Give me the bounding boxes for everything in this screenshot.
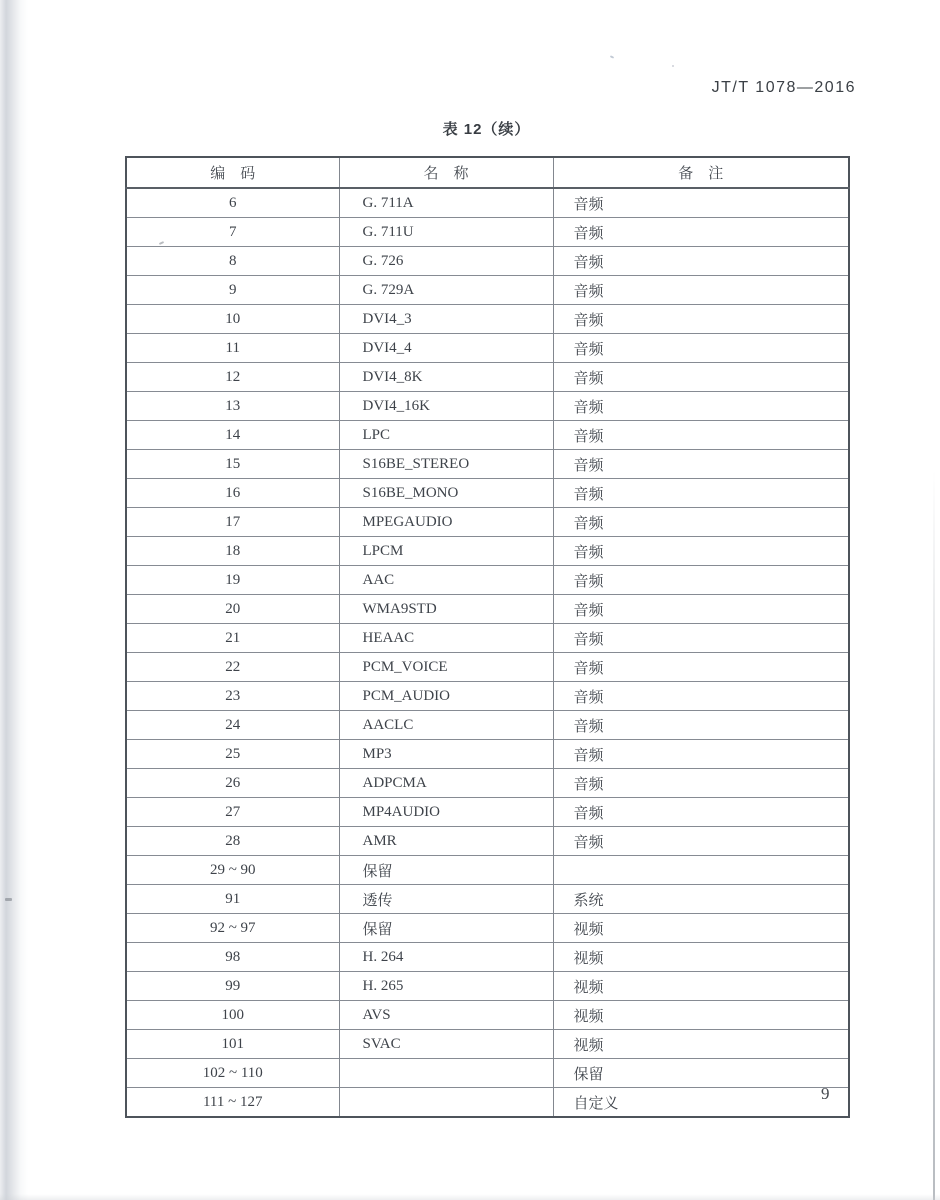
remark-cell: 系统 — [553, 885, 849, 914]
name-cell: SVAC — [339, 1030, 553, 1059]
column-header-name: 名 称 — [339, 157, 553, 188]
table-row — [126, 479, 849, 508]
table-row — [126, 566, 849, 595]
code-cell: 17 — [126, 508, 339, 537]
scan-edge-shadow-left — [0, 0, 28, 1200]
remark-cell: 视频 — [553, 1001, 849, 1030]
table-row — [126, 537, 849, 566]
name-cell: S16BE_MONO — [339, 479, 553, 508]
code-cell: 92 ~ 97 — [126, 914, 339, 943]
table-row — [126, 1001, 849, 1030]
table-row — [126, 769, 849, 798]
remark-cell — [553, 856, 849, 885]
name-cell: 保留 — [339, 856, 553, 885]
codec-table — [125, 156, 850, 1118]
name-cell — [339, 1088, 553, 1118]
table-row — [126, 885, 849, 914]
code-cell: 13 — [126, 392, 339, 421]
table-row — [126, 914, 849, 943]
code-cell: 15 — [126, 450, 339, 479]
table-row — [126, 334, 849, 363]
code-cell: 101 — [126, 1030, 339, 1059]
table-row — [126, 972, 849, 1001]
code-cell: 98 — [126, 943, 339, 972]
name-cell — [339, 1059, 553, 1088]
table-row — [126, 943, 849, 972]
name-cell: G. 711U — [339, 218, 553, 247]
remark-cell: 视频 — [553, 914, 849, 943]
table-header-row — [126, 157, 849, 188]
name-cell: G. 711A — [339, 188, 553, 218]
name-cell: MPEGAUDIO — [339, 508, 553, 537]
name-cell: HEAAC — [339, 624, 553, 653]
code-cell: 26 — [126, 769, 339, 798]
code-cell: 8 — [126, 247, 339, 276]
table-row — [126, 276, 849, 305]
scan-edge-line-right — [933, 470, 935, 1200]
table-row — [126, 363, 849, 392]
remark-cell: 音频 — [553, 653, 849, 682]
table-title: 表 12（续） — [442, 121, 531, 138]
table-row — [126, 798, 849, 827]
remark-cell: 音频 — [553, 827, 849, 856]
code-cell: 99 — [126, 972, 339, 1001]
name-cell: DVI4_16K — [339, 392, 553, 421]
name-cell: PCM_VOICE — [339, 653, 553, 682]
name-cell: LPCM — [339, 537, 553, 566]
scan-speck — [672, 65, 674, 67]
code-cell: 12 — [126, 363, 339, 392]
code-cell: 111 ~ 127 — [126, 1088, 339, 1118]
standard-number-header: JT/T 1078—2016 — [711, 79, 856, 96]
name-cell: G. 729A — [339, 276, 553, 305]
table-row — [126, 711, 849, 740]
name-cell: MP3 — [339, 740, 553, 769]
code-cell: 7 — [126, 218, 339, 247]
code-cell: 19 — [126, 566, 339, 595]
code-cell: 11 — [126, 334, 339, 363]
table-row — [126, 508, 849, 537]
name-cell: 透传 — [339, 885, 553, 914]
remark-cell: 音频 — [553, 247, 849, 276]
code-cell: 6 — [126, 188, 339, 218]
column-header-remark: 备 注 — [553, 157, 849, 188]
scan-speck — [610, 55, 614, 59]
name-cell: S16BE_STEREO — [339, 450, 553, 479]
code-cell: 91 — [126, 885, 339, 914]
name-cell: ADPCMA — [339, 769, 553, 798]
table-row — [126, 624, 849, 653]
remark-cell: 音频 — [553, 508, 849, 537]
code-cell: 20 — [126, 595, 339, 624]
table-row — [126, 392, 849, 421]
code-cell: 22 — [126, 653, 339, 682]
name-cell: AAC — [339, 566, 553, 595]
remark-cell: 音频 — [553, 188, 849, 218]
table-row — [126, 247, 849, 276]
table-row — [126, 856, 849, 885]
column-header-code: 编 码 — [126, 157, 339, 188]
code-cell: 27 — [126, 798, 339, 827]
scan-speck — [5, 898, 12, 901]
table-row — [126, 682, 849, 711]
table-row — [126, 450, 849, 479]
remark-cell: 音频 — [553, 363, 849, 392]
remark-cell: 视频 — [553, 1030, 849, 1059]
scan-edge-shadow-bottom — [0, 1194, 940, 1200]
remark-cell: 音频 — [553, 450, 849, 479]
remark-cell: 保留 — [553, 1059, 849, 1088]
code-cell: 25 — [126, 740, 339, 769]
remark-cell: 音频 — [553, 479, 849, 508]
remark-cell: 音频 — [553, 566, 849, 595]
remark-cell: 音频 — [553, 769, 849, 798]
table-body — [126, 188, 849, 1117]
table-row — [126, 740, 849, 769]
name-cell: G. 726 — [339, 247, 553, 276]
name-cell: DVI4_8K — [339, 363, 553, 392]
name-cell: H. 264 — [339, 943, 553, 972]
table-row — [126, 1088, 849, 1118]
remark-cell: 音频 — [553, 334, 849, 363]
table-row — [126, 188, 849, 218]
remark-cell: 视频 — [553, 972, 849, 1001]
remark-cell: 音频 — [553, 421, 849, 450]
remark-cell: 音频 — [553, 218, 849, 247]
remark-cell: 音频 — [553, 624, 849, 653]
name-cell: DVI4_4 — [339, 334, 553, 363]
code-cell: 23 — [126, 682, 339, 711]
remark-cell: 自定义 — [553, 1088, 849, 1118]
name-cell: DVI4_3 — [339, 305, 553, 334]
name-cell: WMA9STD — [339, 595, 553, 624]
name-cell: AACLC — [339, 711, 553, 740]
remark-cell: 音频 — [553, 711, 849, 740]
name-cell: 保留 — [339, 914, 553, 943]
code-cell: 16 — [126, 479, 339, 508]
table-row — [126, 305, 849, 334]
remark-cell: 音频 — [553, 740, 849, 769]
remark-cell: 音频 — [553, 276, 849, 305]
remark-cell: 音频 — [553, 392, 849, 421]
remark-cell: 音频 — [553, 595, 849, 624]
name-cell: LPC — [339, 421, 553, 450]
code-cell: 29 ~ 90 — [126, 856, 339, 885]
table-row — [126, 1030, 849, 1059]
code-cell: 21 — [126, 624, 339, 653]
name-cell: AVS — [339, 1001, 553, 1030]
code-cell: 28 — [126, 827, 339, 856]
code-cell: 102 ~ 110 — [126, 1059, 339, 1088]
remark-cell: 音频 — [553, 798, 849, 827]
code-cell: 14 — [126, 421, 339, 450]
code-cell: 10 — [126, 305, 339, 334]
code-cell: 9 — [126, 276, 339, 305]
page-number: 9 — [821, 1084, 830, 1103]
code-cell: 24 — [126, 711, 339, 740]
remark-cell: 音频 — [553, 682, 849, 711]
table-row — [126, 421, 849, 450]
name-cell: AMR — [339, 827, 553, 856]
name-cell: PCM_AUDIO — [339, 682, 553, 711]
table-row — [126, 653, 849, 682]
remark-cell: 音频 — [553, 537, 849, 566]
table-row — [126, 595, 849, 624]
table-row — [126, 218, 849, 247]
code-cell: 18 — [126, 537, 339, 566]
name-cell: MP4AUDIO — [339, 798, 553, 827]
name-cell: H. 265 — [339, 972, 553, 1001]
table-row — [126, 1059, 849, 1088]
table-row — [126, 827, 849, 856]
remark-cell: 视频 — [553, 943, 849, 972]
remark-cell: 音频 — [553, 305, 849, 334]
code-cell: 100 — [126, 1001, 339, 1030]
